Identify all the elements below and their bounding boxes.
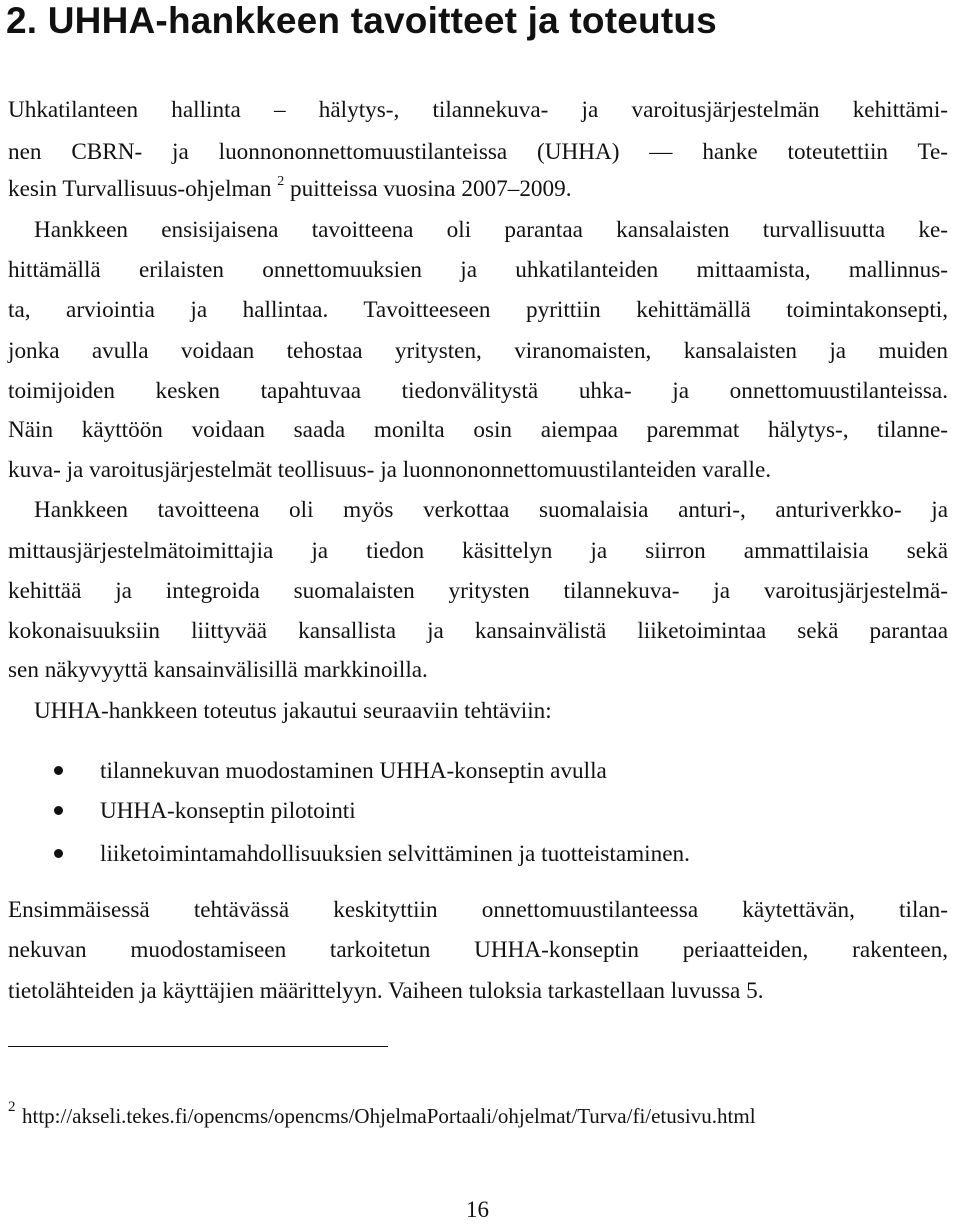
paragraph-text: kesin Turvallisuus-ohjelman: [8, 176, 272, 202]
paragraph-line: Ensimmäisessä tehtävässä keskityttiin onnettomuustilanteessa käytettävän, tilan-: [8, 897, 948, 923]
paragraph-line: ta, arviointia ja hallintaa. Tavoitteeseen pyrittiin kehittämällä toimintakonsepti,: [8, 297, 948, 323]
paragraph-line: nen CBRN- ja luonnononnettomuustilanteissa (UHHA) — hanke toteutettiin Te-: [8, 139, 948, 165]
paragraph-line: kehittää ja integroida suomalaisten yritysten tilannekuva- ja varoitusjärjestelmä-: [8, 578, 948, 604]
page-number: 16: [466, 1197, 489, 1222]
paragraph-line: nekuvan muodostamiseen tarkoitetun UHHA-konseptin periaatteiden, rakenteen,: [8, 937, 948, 963]
paragraph-line: sen näkyvyyttä kansainvälisillä markkinoilla.: [8, 657, 428, 683]
footnote-link[interactable]: http://akseli.tekes.fi/opencms/opencms/OhjelmaPortaali/ohjelmat/Turva/fi/etusivu.html: [22, 1104, 756, 1128]
paragraph-line: tietolähteiden ja käyttäjien määrittelyyn. Vaiheen tuloksia tarkastellaan luvussa 5.: [8, 978, 764, 1004]
paragraph-line: hittämällä erilaisten onnettomuuksien ja uhkatilanteiden mittaamista, mallinnus-: [8, 257, 948, 283]
bullet-icon: [54, 766, 63, 775]
paragraph-line: toimijoiden kesken tapahtuvaa tiedonvälitystä uhka- ja onnettomuustilanteissa.: [8, 378, 948, 404]
paragraph-line: Hankkeen tavoitteena oli myös verkottaa suomalaisia anturi-, anturiverkko- ja: [34, 497, 948, 523]
paragraph-line: jonka avulla voidaan tehostaa yritysten, viranomaisten, kansalaisten ja muiden: [8, 338, 948, 364]
paragraph-line: mittausjärjestelmätoimittajia ja tiedon käsittelyn ja siirron ammattilaisia sekä: [8, 538, 948, 564]
paragraph-line: kuva- ja varoitusjärjestelmät teollisuus- ja luonnononnettomuustilanteiden varalle.: [8, 457, 772, 483]
paragraph-line: Hankkeen ensisijaisena tavoitteena oli parantaa kansalaisten turvallisuutta ke-: [34, 217, 948, 243]
footnote-divider: [8, 1046, 388, 1047]
section-heading: 2. UHHA-hankkeen tavoitteet ja toteutus: [6, 0, 717, 41]
footnote-reference: 2: [277, 174, 285, 190]
bullet-item: liiketoimintamahdollisuuksien selvittäminen ja tuotteistaminen.: [100, 841, 690, 867]
bullet-item: tilannekuvan muodostaminen UHHA-konseptin avulla: [100, 758, 607, 784]
paragraph-line: Uhkatilanteen hallinta – hälytys-, tilannekuva- ja varoitusjärjestelmän kehittämi-: [8, 97, 948, 123]
footnote-number: 2: [8, 1099, 16, 1115]
list-intro: UHHA-hankkeen toteutus jakautui seuraaviin tehtäviin:: [34, 698, 552, 724]
paragraph-line-with-footnote-ref: [8, 174, 572, 204]
bullet-icon: [54, 806, 63, 815]
bullet-icon: [54, 849, 63, 858]
paragraph-line: Näin käyttöön voidaan saada monilta osin aiempaa paremmat hälytys-, tilanne-: [8, 417, 948, 443]
paragraph-text: puitteissa vuosina 2007–2009.: [284, 176, 572, 202]
paragraph-line: kokonaisuuksiin liittyvää kansallista ja kansainvälistä liiketoimintaa sekä parantaa: [8, 618, 948, 644]
bullet-item: UHHA-konseptin pilotointi: [100, 798, 356, 824]
